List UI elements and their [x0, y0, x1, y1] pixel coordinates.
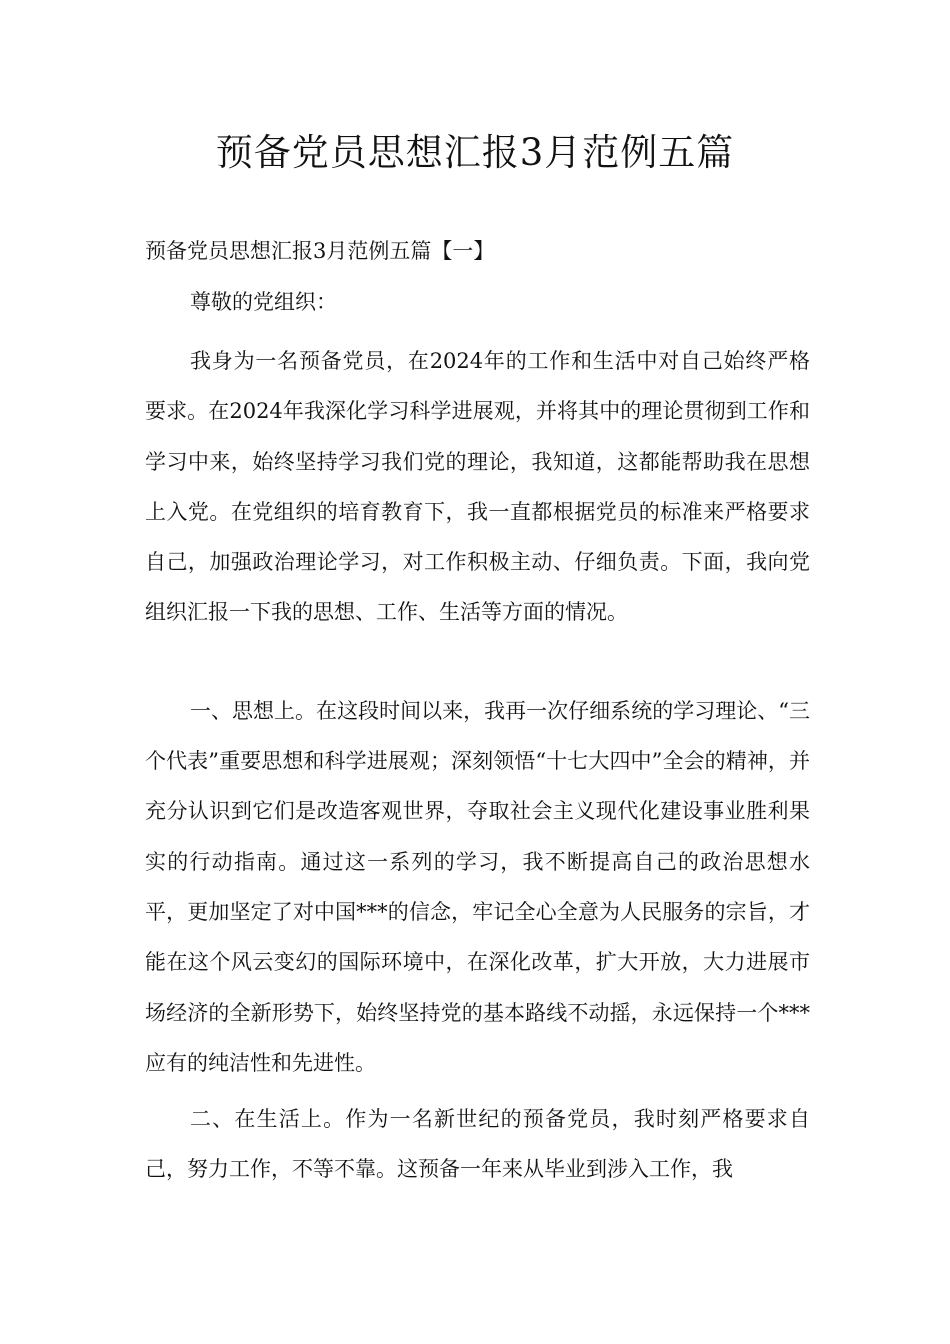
paragraph-thought: 一、思想上。在这段时间以来，我再一次仔细系统的学习理论、“三个代表”重要思想和科学进展观；深刻领悟“十七大四中”全会的精神，并充分认识到它们是改造客观世界，夺取社会主义现代化建设事业胜利果实的行动指南。通过这一系列的学习，我不断提高自己的政治思想水平，更加坚定了对中国***的信念，牢记全心全意为人民服务的宗旨，才能在这个风云变幻的国际环境中，在深化改革，扩大开放，大力进展市场经济的全新形势下，始终坚持党的基本路线不动摇，永远保持一个***应有的纯洁性和先进性。 — [145, 698, 810, 1075]
section-heading: 预备党员思想汇报3月范例五篇【一】 — [145, 239, 495, 263]
salutation: 尊敬的党组织： — [190, 290, 337, 314]
paragraph-life: 二、在生活上。作为一名新世纪的预备党员，我时刻严格要求自己，努力工作，不等不靠。这预备一年来从毕业到涉入工作，我 — [145, 1107, 810, 1182]
paragraph-intro: 我身为一名预备党员，在2024年的工作和生活中对自己始终严格要求。在2024年我深化学习科学进展观，并将其中的理论贯彻到工作和学习中来，始终坚持学习我们党的理论，我知道，这都能帮助我在思想上入党。在党组织的培育教育下，我一直都根据党员的标准来严格要求自己，加强政治理论学习，对工作积极主动、仔细负责。下面，我向党组织汇报一下我的思想、工作、生活等方面的情况。 — [145, 349, 810, 625]
document-body — [145, 234, 810, 1195]
document-title: 预备党员思想汇报3月范例五篇 — [215, 131, 735, 174]
